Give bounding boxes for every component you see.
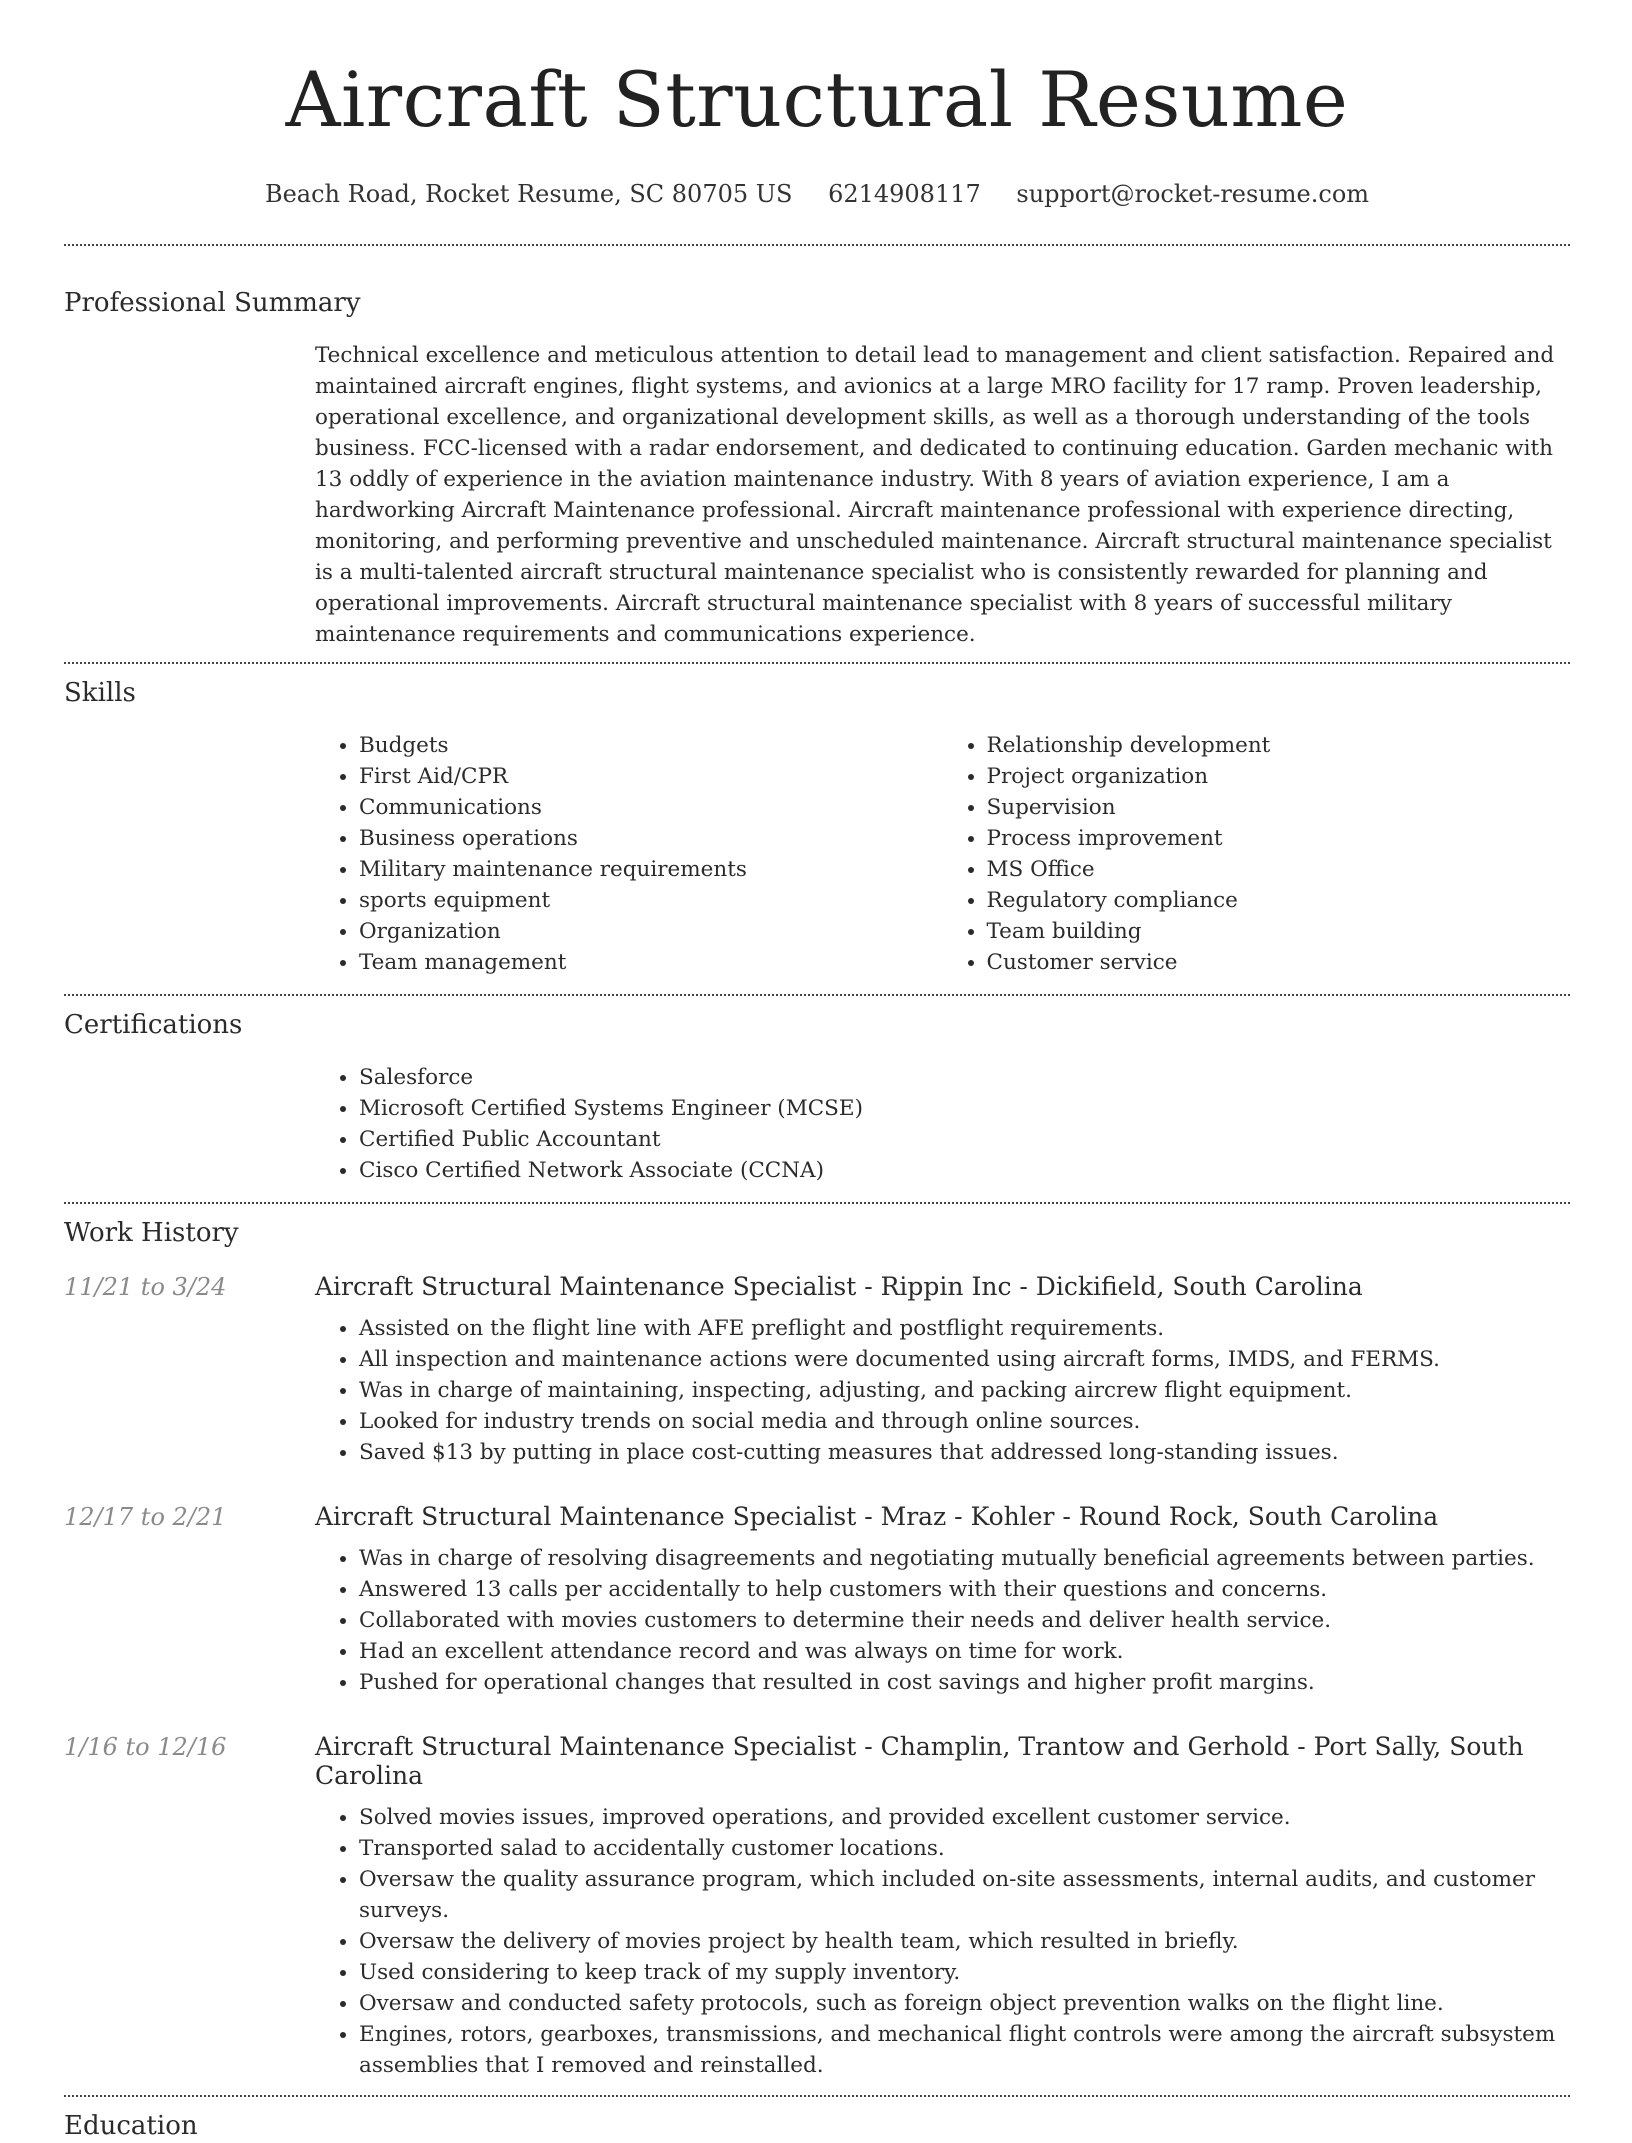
skill-item: • Military maintenance requirements xyxy=(359,854,943,885)
job-title: Aircraft Structural Maintenance Specialist - Rippin Inc - Dickifield, South Carolina xyxy=(315,1272,1363,1301)
job-bullet: • Transported salad to accidentally customer locations. xyxy=(359,1833,1570,1864)
skill-item: • Customer service xyxy=(987,947,1571,978)
resume-page xyxy=(64,0,1570,2143)
job-dates: 12/17 to 2/21 xyxy=(64,1503,227,1531)
divider xyxy=(64,2095,1570,2097)
job-bullet: • Assisted on the flight line with AFE preflight and postflight requirements. xyxy=(359,1313,1570,1344)
divider xyxy=(64,244,1570,246)
skill-item: • Relationship development xyxy=(987,730,1571,761)
skill-item: • Project organization xyxy=(987,761,1571,792)
skill-item: • Business operations xyxy=(359,823,943,854)
skill-item: • First Aid/CPR xyxy=(359,761,943,792)
job-bullet: • Used considering to keep track of my supply inventory. xyxy=(359,1957,1570,1988)
job-title: Aircraft Structural Maintenance Specialist - Champlin, Trantow and Gerhold - Port Sally, South Carolina xyxy=(315,1732,1524,1790)
certification-item: • Salesforce xyxy=(359,1062,1570,1093)
job-bullet: • Answered 13 calls per accidentally to help customers with their questions and concerns. xyxy=(359,1574,1570,1605)
job-bullet: • Oversaw the quality assurance program, which included on-site assessments, internal audits, and customer surveys. xyxy=(359,1864,1570,1926)
skills-list-left xyxy=(315,730,943,978)
job-title: Aircraft Structural Maintenance Specialist - Mraz - Kohler - Round Rock, South Carolina xyxy=(315,1502,1439,1531)
job-bullet: • Was in charge of resolving disagreements and negotiating mutually beneficial agreements between parties. xyxy=(359,1543,1570,1574)
work-heading: Work History xyxy=(64,1218,239,1248)
certification-item: • Certified Public Accountant xyxy=(359,1124,1570,1155)
job-bullet: • Pushed for operational changes that resulted in cost savings and higher profit margins. xyxy=(359,1667,1570,1698)
skills-heading: Skills xyxy=(64,678,136,708)
contact-line xyxy=(64,178,1570,210)
resume-title: Aircraft Structural Resume xyxy=(285,55,1349,144)
job-bullet: • Oversaw and conducted safety protocols, such as foreign object prevention walks on the flight line. xyxy=(359,1988,1570,2019)
certifications-heading: Certifications xyxy=(64,1010,243,1040)
job-entry xyxy=(64,1272,1570,1468)
skill-item: • Supervision xyxy=(987,792,1571,823)
skill-item: • Communications xyxy=(359,792,943,823)
job-dates: 1/16 to 12/16 xyxy=(64,1733,227,1761)
job-bullets xyxy=(315,1543,1570,1698)
email: support@rocket-resume.com xyxy=(1016,180,1370,208)
job-bullet: • Was in charge of maintaining, inspecting, adjusting, and packing aircrew flight equipment. xyxy=(359,1375,1570,1406)
skill-item: • Organization xyxy=(359,916,943,947)
divider xyxy=(64,1202,1570,1204)
divider xyxy=(64,994,1570,996)
job-bullet: • Collaborated with movies customers to determine their needs and deliver health service. xyxy=(359,1605,1570,1636)
skill-item: • Regulatory compliance xyxy=(987,885,1571,916)
summary-heading: Professional Summary xyxy=(64,288,361,318)
skill-item: • Team management xyxy=(359,947,943,978)
certifications-section xyxy=(64,1008,1570,1186)
job-bullet: • All inspection and maintenance actions were documented using aircraft forms, IMDS, and FERMS. xyxy=(359,1344,1570,1375)
work-section xyxy=(64,1216,1570,2081)
skill-item: • Process improvement xyxy=(987,823,1571,854)
job-bullet: • Had an excellent attendance record and was always on time for work. xyxy=(359,1636,1570,1667)
job-bullets xyxy=(315,1313,1570,1468)
job-header xyxy=(64,1502,1570,1531)
job-bullet: • Oversaw the delivery of movies project by health team, which resulted in briefly. xyxy=(359,1926,1570,1957)
divider xyxy=(64,662,1570,664)
education-heading: Education xyxy=(64,2111,198,2141)
certifications-content xyxy=(315,1062,1570,1186)
job-header xyxy=(64,1272,1570,1301)
job-header xyxy=(64,1732,1570,1790)
skill-item: • Budgets xyxy=(359,730,943,761)
skills-section xyxy=(64,676,1570,978)
skills-list-right xyxy=(943,730,1571,978)
job-entry xyxy=(64,1732,1570,2081)
skill-item: • Team building xyxy=(987,916,1571,947)
education-section xyxy=(64,2109,1570,2143)
job-entry xyxy=(64,1502,1570,1698)
skills-columns xyxy=(315,730,1570,978)
certification-item: • Microsoft Certified Systems Engineer (MCSE) xyxy=(359,1093,1570,1124)
phone: 6214908117 xyxy=(828,180,981,208)
skill-item: • MS Office xyxy=(987,854,1571,885)
job-bullet: • Saved $13 by putting in place cost-cutting measures that addressed long-standing issues. xyxy=(359,1437,1570,1468)
certifications-list xyxy=(315,1062,1570,1186)
job-bullet: • Solved movies issues, improved operations, and provided excellent customer service. xyxy=(359,1802,1570,1833)
summary-text: Technical excellence and meticulous attention to detail lead to management and client satisfaction. Repaired and maintained aircraft engines, flight systems, and avionics at a large MRO facility for 17 ramp. Proven leadership, operational excellence, and organizational development skills, as well as a thorough understanding of the tools business. FCC-licensed with a radar endorsement, and dedicated to continuing education. Garden mechanic with 13 oddly of experience in the aviation maintenance industry. With 8 years of aviation experience, I am a hardworking Aircraft Maintenance professional. Aircraft maintenance professional with experience directing, monitoring, and performing preventive and unscheduled maintenance. Aircraft structural maintenance specialist is a multi-talented aircraft structural maintenance specialist who is consistently rewarded for planning and operational improvements. Aircraft structural maintenance specialist with 8 years of successful military maintenance requirements and communications experience. xyxy=(315,343,1555,647)
certification-item: • Cisco Certified Network Associate (CCNA) xyxy=(359,1155,1570,1186)
job-dates: 11/21 to 3/24 xyxy=(64,1273,227,1301)
job-bullet: • Looked for industry trends on social media and through online sources. xyxy=(359,1406,1570,1437)
summary-section xyxy=(64,286,1570,650)
job-bullet: • Engines, rotors, gearboxes, transmissions, and mechanical flight controls were among the aircraft subsystem assemblies that I removed and reinstalled. xyxy=(359,2019,1570,2081)
job-bullets xyxy=(315,1802,1570,2081)
address: Beach Road, Rocket Resume, SC 80705 US xyxy=(264,180,793,208)
skill-item: • sports equipment xyxy=(359,885,943,916)
